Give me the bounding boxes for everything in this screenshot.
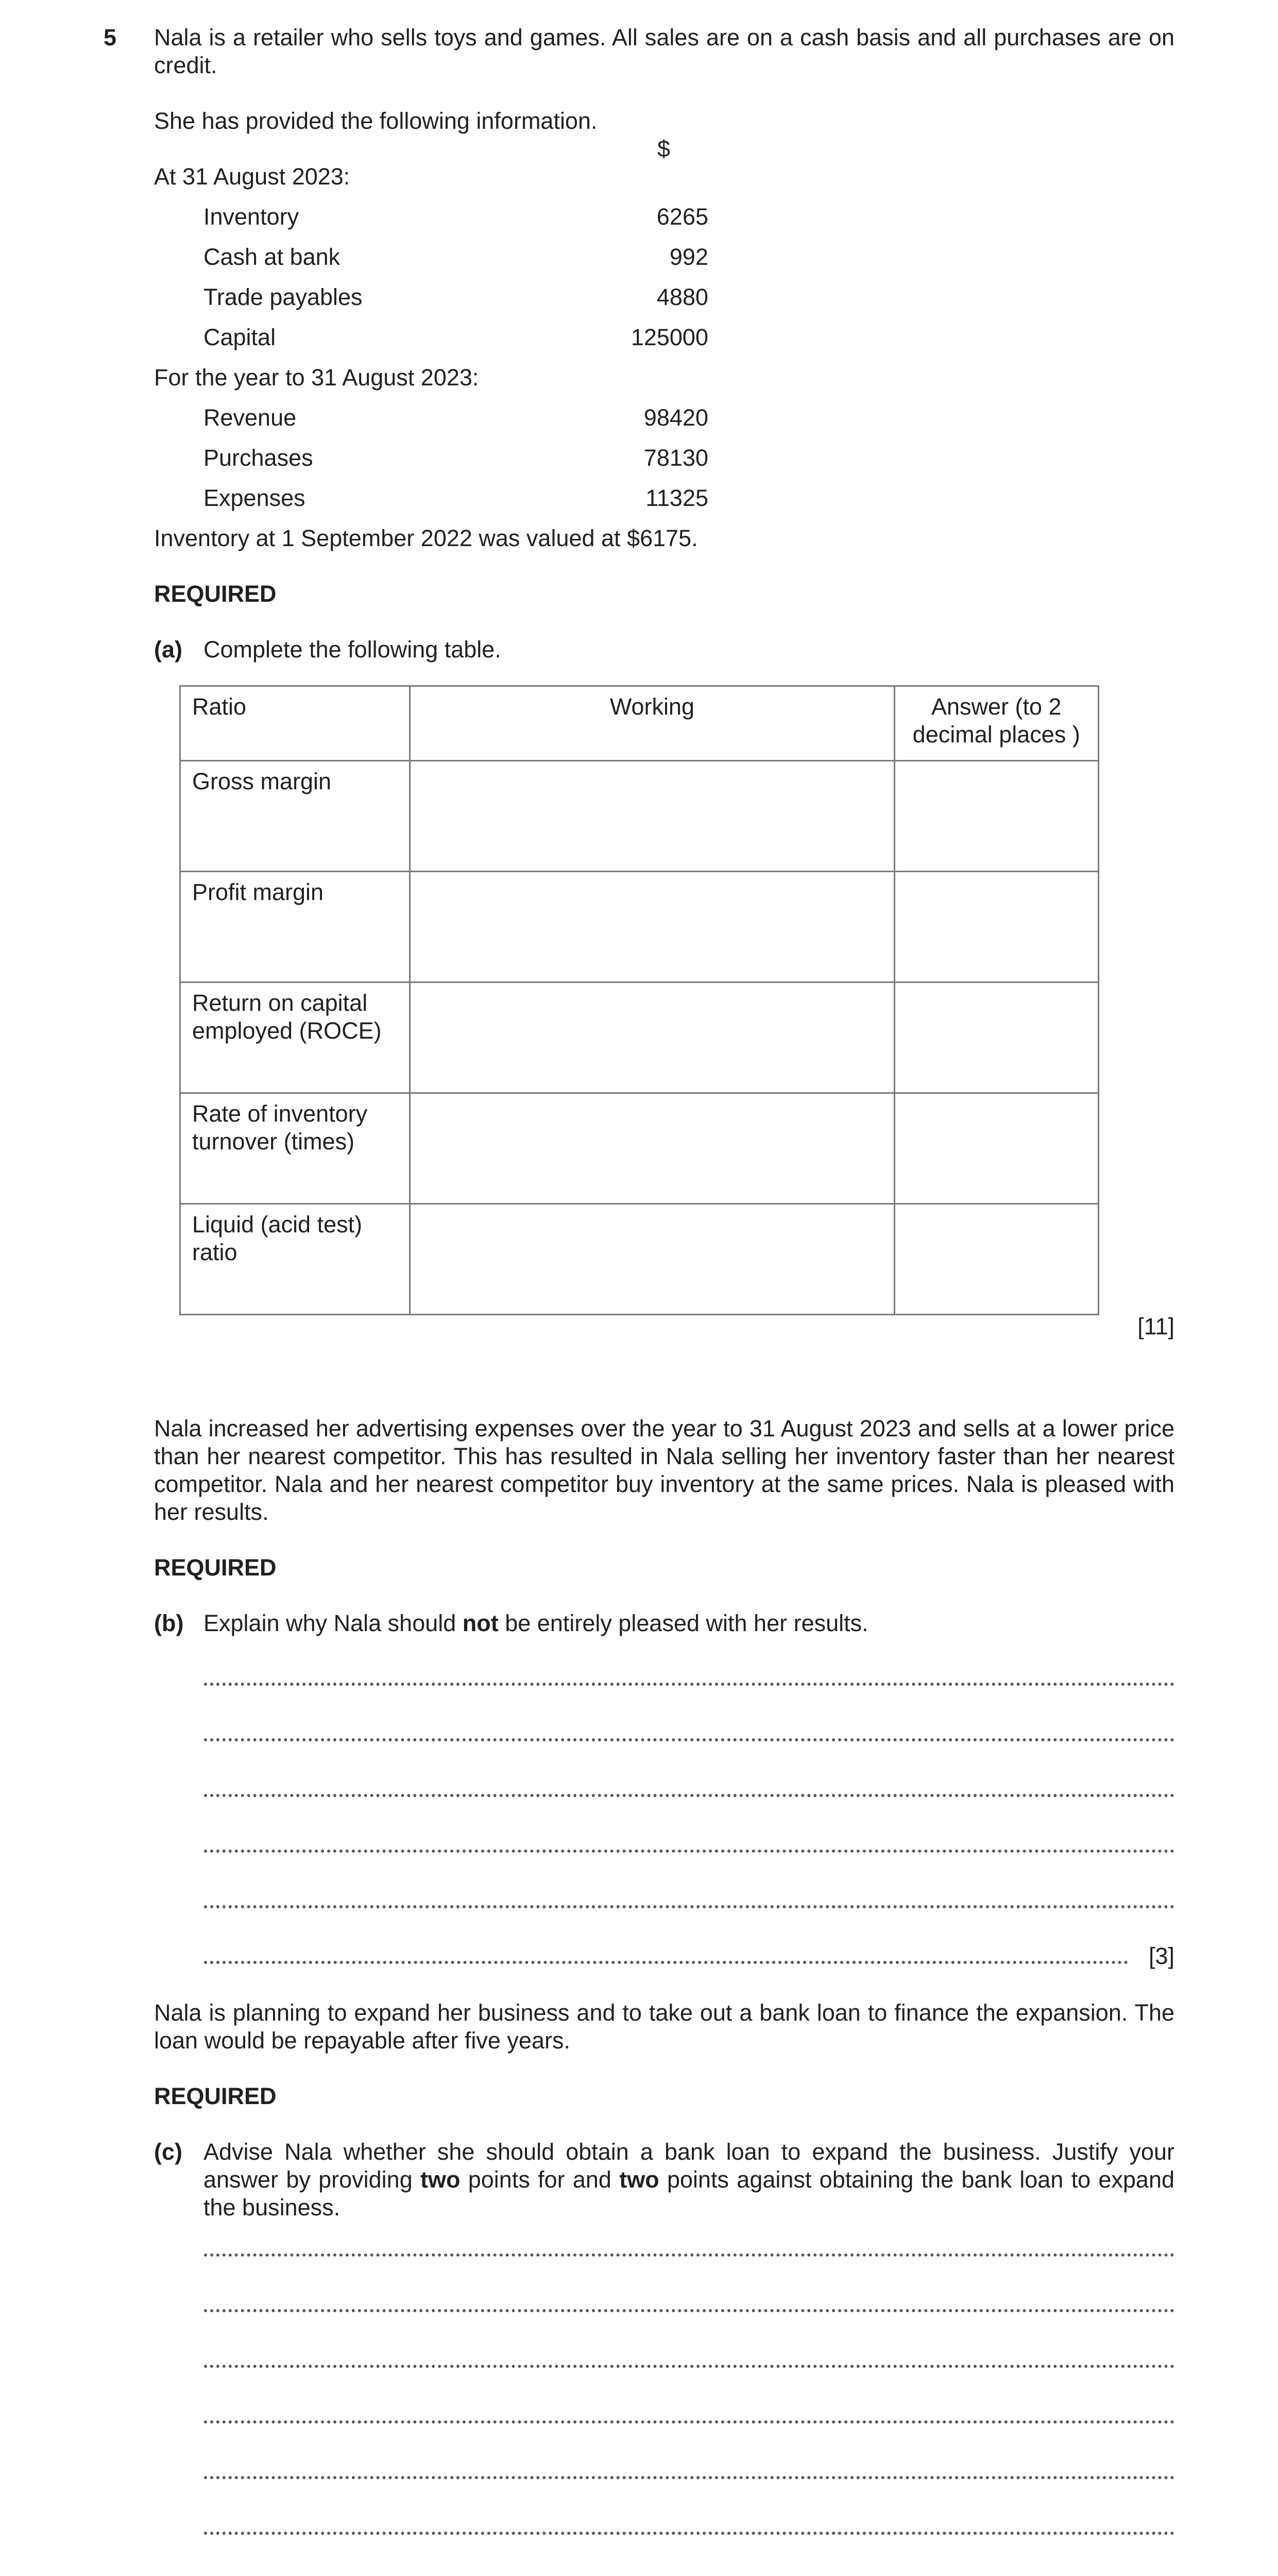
year-item-label: Revenue bbox=[203, 404, 297, 431]
part-c-emphasis-against: two bbox=[619, 2166, 659, 2193]
year-item-value: 78130 bbox=[643, 445, 708, 471]
answer-line[interactable] bbox=[204, 1683, 1174, 1686]
working-cell[interactable] bbox=[410, 872, 894, 982]
required-heading: REQUIRED bbox=[154, 2083, 277, 2109]
answer-cell[interactable] bbox=[894, 1093, 1099, 1204]
answer-cell[interactable] bbox=[894, 1204, 1099, 1315]
part-c-emphasis-for: two bbox=[420, 2166, 461, 2193]
header-ratio: Ratio bbox=[180, 686, 410, 761]
part-c-text-3: points against obtaining the bank loan to expand the business. bbox=[203, 2166, 1175, 2221]
balance-value: 6265 bbox=[656, 204, 708, 230]
answer-line[interactable] bbox=[204, 1794, 1174, 1797]
part-c-label: (c) bbox=[154, 2139, 182, 2165]
ratio-name: Return on capital employed (ROCE) bbox=[180, 982, 410, 1093]
answer-line[interactable] bbox=[204, 1738, 1174, 1741]
question-number: 5 bbox=[104, 24, 117, 50]
answer-line[interactable] bbox=[204, 2365, 1174, 2368]
part-b-marks: [3] bbox=[1148, 1943, 1174, 1969]
balance-value: 125000 bbox=[631, 324, 708, 350]
intro-text: Nala is a retailer who sells toys and games. All sales are on a cash basis and all purchases are on credit. bbox=[154, 24, 1174, 78]
at-date-heading: At 31 August 2023: bbox=[154, 163, 350, 190]
table-header-row bbox=[180, 686, 1099, 761]
answer-line[interactable] bbox=[204, 1905, 1174, 1908]
balance-label: Capital bbox=[203, 324, 276, 350]
balance-label: Cash at bank bbox=[203, 244, 340, 270]
part-c-text-2: points for and bbox=[460, 2166, 620, 2193]
working-cell[interactable] bbox=[410, 982, 894, 1093]
part-b-context: Nala increased her advertising expenses over the year to 31 August 2023 and sells at a lower price than her nearest competitor. This has resulted in Nala selling her inventory faster than her nearest competitor. Nala and her nearest competitor buy inventory at the same prices. Nala is pleased with her results. bbox=[154, 1415, 1174, 1525]
answer-cell[interactable] bbox=[894, 982, 1099, 1093]
required-heading: REQUIRED bbox=[154, 581, 277, 607]
part-b-text bbox=[203, 1609, 868, 1637]
year-item-value: 98420 bbox=[643, 404, 708, 431]
ratio-name: Profit margin bbox=[180, 872, 410, 982]
part-b-text-start: Explain why Nala should bbox=[203, 1610, 463, 1636]
answer-line[interactable] bbox=[204, 2253, 1174, 2257]
table-row bbox=[180, 1093, 1099, 1204]
header-answer: Answer (to 2 decimal places ) bbox=[894, 686, 1099, 761]
part-c-text-1: Advise Nala whether she should obtain a bank loan to expand the business. Justify your answer by providing bbox=[203, 2139, 1174, 2193]
answer-line[interactable] bbox=[204, 2309, 1174, 2312]
opening-inventory-text: Inventory at 1 September 2022 was valued at $6175. bbox=[154, 525, 698, 551]
part-c-context: Nala is planning to expand her business and to take out a bank loan to finance the expansion. The loan would be repayable after five years. bbox=[154, 1999, 1174, 2054]
table-row bbox=[180, 761, 1099, 872]
ratio-name: Liquid (acid test) ratio bbox=[180, 1204, 410, 1315]
part-b-text-end: be entirely pleased with her results. bbox=[498, 1610, 868, 1636]
part-b-emphasis: not bbox=[462, 1610, 499, 1636]
year-item-label: Purchases bbox=[203, 445, 313, 471]
answer-line[interactable] bbox=[204, 2532, 1174, 2535]
table-row bbox=[180, 1204, 1099, 1315]
part-b-label: (b) bbox=[154, 1610, 184, 1636]
answer-cell[interactable] bbox=[894, 761, 1099, 872]
part-a-label: (a) bbox=[154, 636, 182, 663]
balance-label: Inventory bbox=[203, 204, 299, 230]
working-cell[interactable] bbox=[410, 1204, 894, 1315]
ratio-table bbox=[179, 685, 1099, 1315]
part-a-text: Complete the following table. bbox=[203, 636, 501, 663]
header-working: Working bbox=[410, 686, 894, 761]
balance-label: Trade payables bbox=[203, 284, 363, 310]
part-c-text bbox=[203, 2138, 1174, 2222]
balance-value: 4880 bbox=[656, 284, 708, 310]
ratio-name: Gross margin bbox=[180, 761, 410, 872]
answer-cell[interactable] bbox=[894, 872, 1099, 982]
ratio-name: Rate of inventory turnover (times) bbox=[180, 1093, 410, 1204]
currency-header: $ bbox=[657, 135, 671, 162]
part-a-marks: [11] bbox=[1137, 1313, 1174, 1340]
answer-line[interactable] bbox=[204, 2476, 1174, 2479]
year-item-label: Expenses bbox=[203, 485, 305, 511]
year-heading: For the year to 31 August 2023: bbox=[154, 364, 479, 391]
table-row bbox=[180, 982, 1099, 1093]
balance-value: 992 bbox=[669, 244, 708, 270]
year-item-value: 11325 bbox=[645, 485, 708, 511]
answer-line[interactable] bbox=[204, 2420, 1174, 2424]
required-heading: REQUIRED bbox=[154, 1554, 277, 1581]
working-cell[interactable] bbox=[410, 1093, 894, 1204]
table-row bbox=[180, 872, 1099, 982]
answer-line[interactable] bbox=[204, 1961, 1128, 1964]
answer-line[interactable] bbox=[204, 1850, 1174, 1853]
provided-text: She has provided the following information. bbox=[154, 108, 598, 134]
working-cell[interactable] bbox=[410, 761, 894, 872]
